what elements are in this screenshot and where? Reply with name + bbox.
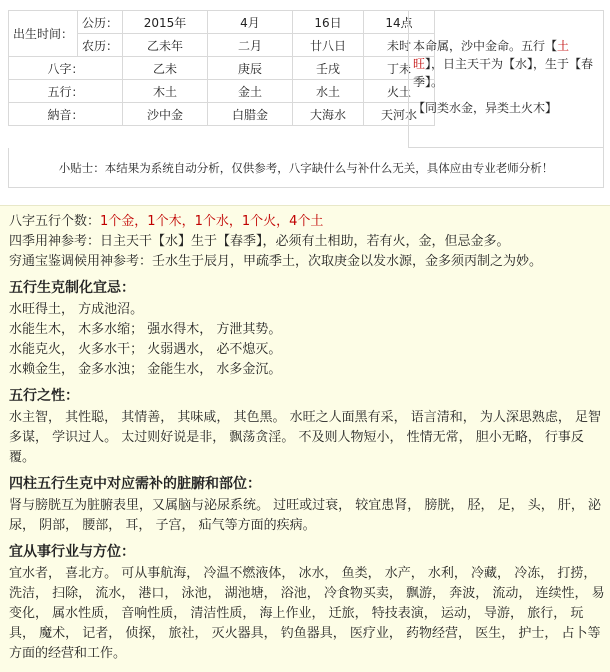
bazi-value: 庚辰 [208,57,293,80]
solar-hour: 14点 [364,11,435,34]
count-item: 1个水， [194,214,242,229]
rule-line: 水赖金生， 金多水浊； 金能生水， 水多金沉。 [9,362,282,377]
nayin-value: 沙中金 [123,103,208,126]
destiny-summary: 本命属，沙中金命。五行【土旺】，日主天干为【水】，生于【春季】。 [413,39,594,89]
wuxing-label: 五行： [9,80,123,103]
birth-time-label: 出生时间： [9,11,78,57]
wuxing-value: 水土 [293,80,364,103]
analysis-content [9,212,605,664]
solar-month: 4月 [208,11,293,34]
bazi-value: 乙未 [123,57,208,80]
section-heading: 四柱五行生克中对应需补的脏腑和部位： [9,476,261,492]
section-heading: 宜从事行业与方位： [9,544,135,560]
career-paragraph: 宜水者， 喜北方。 可从事航海， 冷温不燃液体， 冰水， 鱼类， 水产， 水利， 冷藏， 冷冻， 打捞， 洗洁， 扫除， 流水， 港口， 泳池， 湖池塘， 浴池， 冷食物买卖， 飘游， 奔波， 流动， 连续性， 易变化， 属水性质， 音响性质， 清洁性质， 海上作业， 迁旅， 特技表演， 运动， 导游， 旅行， 玩具， 魔术， 记者， 侦探， 旅社， 灭火器具， 钓鱼器具， 医疗业， 药物经营， 医生， 护士， 占卜等方面的经营和工作。 [9,566,605,661]
wuxing-value: 木土 [123,80,208,103]
count-item: 4个土 [289,214,324,229]
tip-banner: 小贴士：本结果为系统自动分析，仅供参考，八字缺什么与补什么无关，具体应由专业老师分析！ [8,148,604,188]
bazi-value: 壬戌 [293,57,364,80]
element-count-line: 八字五行个数：1个金，1个木，1个水，1个火，4个土 [9,214,324,229]
bazi-table [8,10,435,126]
rule-line: 水能生木， 木多水缩； 强水得木， 方泄其势。 [9,322,282,337]
lunar-year: 乙未年 [123,34,208,57]
solar-day: 16日 [293,11,364,34]
solar-year: 2015年 [123,11,208,34]
count-item: 1个木， [147,214,195,229]
wuxing-value: 火土 [364,80,435,103]
nayin-value: 天河水 [364,103,435,126]
lunar-label: 农历： [78,34,123,57]
solar-label: 公历： [78,11,123,34]
count-item: 1个金， [100,214,148,229]
rule-line: 水旺得土， 方成池沼。 [9,302,144,317]
season-reference: 四季用神参考：日主天干【水】生于【春季】，必须有土相助，若有火，金，但忌金多。 [9,234,510,249]
section-heading: 五行之性： [9,388,79,404]
destiny-note [408,10,604,148]
birth-info-panel [0,0,610,193]
bazi-value: 丁未 [364,57,435,80]
bazi-label: 八字： [9,57,123,80]
organs-paragraph: 肾与膀胱互为脏腑表里，又属脑与泌尿系统。 过旺或过衰， 较宜患肾， 膀胱， 胫， 足， 头， 肝， 泌尿， 阴部， 腰部， 耳， 子宫， 疝气等方面的疾病。 [9,498,602,533]
wuxing-value: 金土 [208,80,293,103]
qiongtong-reference: 穷通宝鉴调候用神参考：壬水生于辰月，甲疏季土，次取庚金以发水源，金多须丙制之为妙。 [9,254,543,269]
lunar-month: 二月 [208,34,293,57]
lunar-day: 廿八日 [293,34,364,57]
nayin-value: 大海水 [293,103,364,126]
nayin-value: 白腊金 [208,103,293,126]
dominant-element: 土旺 [413,39,570,71]
section-heading: 五行生克制化宜忌： [9,280,135,296]
nayin-label: 納音： [9,103,123,126]
element-groups: 【同类水金，异类土火木】 [413,101,558,115]
count-item: 1个火， [241,214,290,229]
rule-line: 水能克火， 火多水干； 火弱遇水， 必不熄灭。 [9,342,282,357]
lunar-hour: 未时 [364,34,435,57]
nature-paragraph: 水主智， 其性聪， 其情善， 其味咸， 其色黑。 水旺之人面黑有采， 语言清和， 为人深思熟虑， 足智多谋， 学识过人。 太过则好说是非， 飘荡贪淫。 不及则人物短小， 性情无常， 胆小无略， 行事反覆。 [9,410,602,465]
